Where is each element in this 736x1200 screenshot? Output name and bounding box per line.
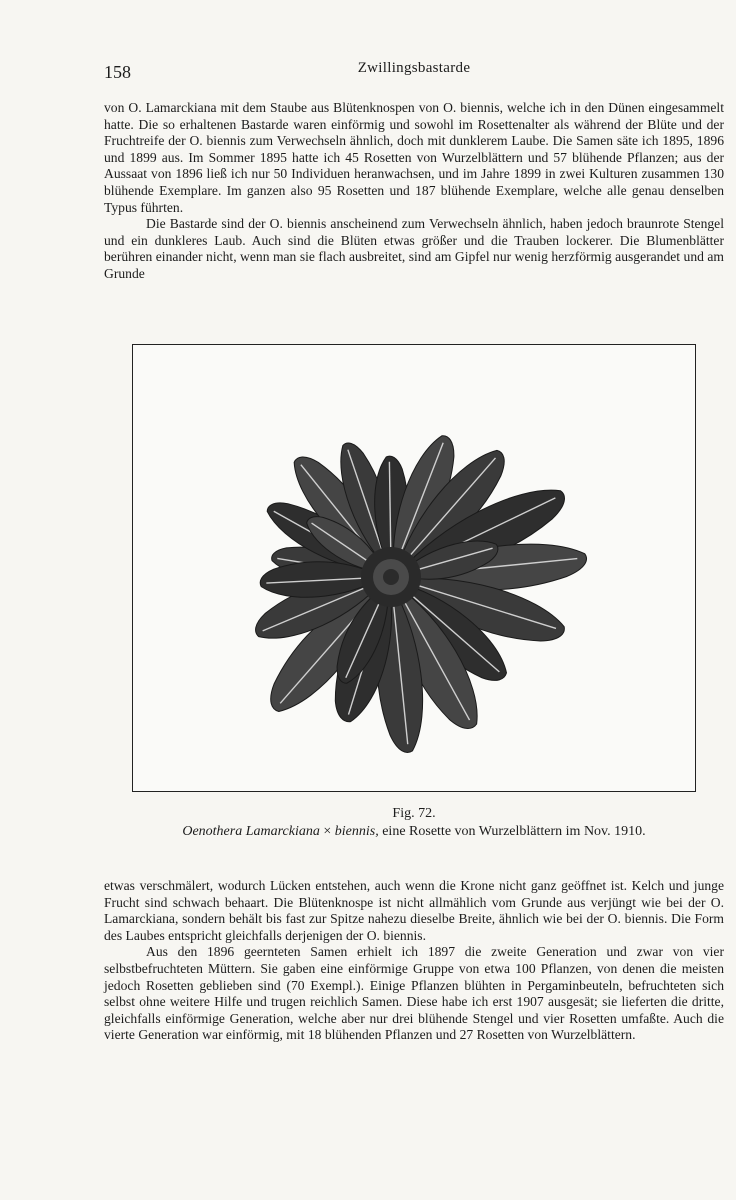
body-text-top — [104, 100, 724, 283]
caption-cross: × — [323, 824, 332, 839]
rosette-photograph — [132, 344, 696, 792]
page-number: 158 — [104, 62, 131, 82]
caption-species-1: Oenothera Lamarckiana — [182, 824, 320, 839]
paragraph: von O. Lamarckiana mit dem Staube aus Blütenknospen von O. biennis, welche ich in den Dünen eingesammelt hatte. Die so erhaltenen Bastarde waren einförmig und sowohl im Rosettenalter als während der Blüte und der Fruchtreife der O. biennis zum Verwechseln ähnlich, doch mit dunklerem Laube. Die Samen säte ich 1895, 1896 und 1899 aus. Im Sommer 1895 hatte ich 45 Rosetten von Wurzelblättern und 57 blühende Pflanzen; aus der Aussaat von 1896 ließ ich nur 50 Individuen heranwachsen, und im Jahre 1899 in zwei Kulturen zusammen 130 blühende Exemplare. Im ganzen also 95 Rosetten und 187 blühende Exemplare, welche alle genau denselben Typus führten. — [104, 100, 724, 215]
paragraph: Die Bastarde sind der O. biennis anscheinend zum Verwechseln ähnlich, haben jedoch braunrote Stengel und ein dunkleres Laub. Auch sind die Blüten etwas größer und die Trauben lockerer. Die Blumenblätter berühren einander nicht, wenn man sie flach ausbreitet, sind am Gipfel nur wenig herzförmig ausgerandet und am Grunde — [104, 216, 724, 281]
caption-species-2: biennis, — [334, 824, 379, 839]
paragraph: Aus den 1896 geernteten Samen erhielt ich 1897 die zweite Generation und zwar von vier selbstbefruchteten Müttern. Sie gaben eine einförmige Gruppe von etwa 100 Pflanzen, von denen die meisten jedoch Rosetten geblieben sind (70 Exempl.). Einige Pflanzen blühten in Pergaminbeuteln, befruchteten sich selbst ohne weitere Hilfe und trugen reichlich Samen. Diese habe ich erst 1907 ausgesät; sie lieferten die dritte, gleichfalls einförmige Generation, welche aber nur drei blühende Stengel und vier Rosetten umfaßte. Auch die vierte Generation war einförmig, mit 18 blühenden Pflanzen und 27 Rosetten von Wurzelblättern. — [104, 944, 724, 1043]
figure-label: Fig. 72. — [392, 806, 436, 821]
running-title: Zwillingsbastarde — [357, 60, 471, 76]
body-text-bottom — [104, 878, 724, 1044]
page-header — [104, 58, 724, 82]
paragraph: etwas verschmälert, wodurch Lücken entstehen, auch wenn die Krone nicht ganz geöffnet ist. Kelch und junge Frucht sind schwach behaart. Die Blütenknospe ist nicht allmählich vom Grunde aus verjüngt wie bei der O. Lamarckiana, sondern behält bis fast zur Spitze nahezu dieselbe Breite, ähnlich wie bei der O. biennis. Die Form des Laubes entspricht gleichfalls derjenigen der O. biennis. — [104, 878, 724, 943]
caption-rest: eine Rosette von Wurzelblättern im Nov. 1910. — [382, 824, 646, 839]
rosette-illustration — [133, 345, 694, 790]
figure-caption — [104, 824, 724, 840]
